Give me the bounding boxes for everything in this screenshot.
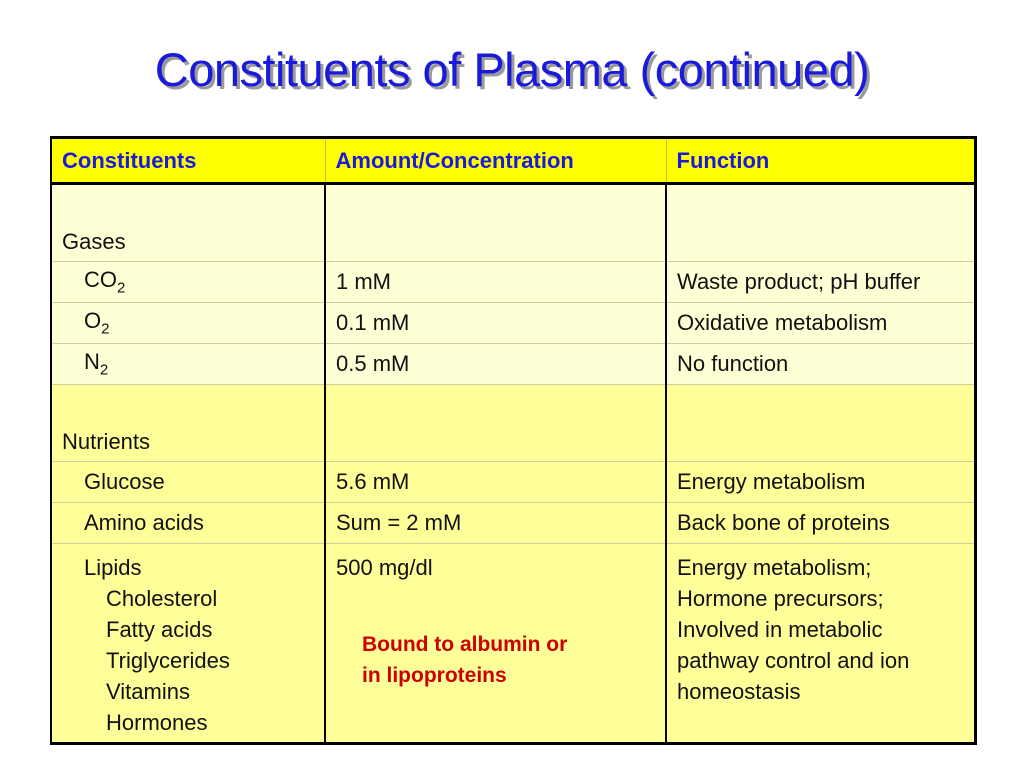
group-label-nutrients: Nutrients — [51, 385, 325, 462]
slide-title: Constituents of Plasma (continued) — [154, 43, 870, 96]
amount-cell: 1 mM — [325, 262, 666, 303]
list-item: Fatty acids — [106, 617, 213, 642]
function-line: Energy metabolism; — [677, 555, 872, 580]
lipids-amount: 500 mg/dl — [336, 555, 433, 580]
list-item: Vitamins — [106, 679, 190, 704]
amount-cell: Sum = 2 mM — [325, 503, 666, 544]
table-header-row — [51, 138, 975, 184]
table-row-lipids — [51, 544, 975, 744]
table-row — [51, 462, 975, 503]
albumin-note — [362, 629, 655, 691]
function-line: homeostasis — [677, 679, 801, 704]
function-cell: Back bone of proteins — [666, 503, 975, 544]
function-cell: Oxidative metabolism — [666, 303, 975, 344]
lipids-label: Lipids — [84, 555, 142, 580]
constituent-glucose: Glucose — [51, 462, 325, 503]
amount-cell: 5.6 mM — [325, 462, 666, 503]
constituent-co2: $CO_2$ — [51, 262, 325, 303]
plasma-constituents-table — [50, 136, 977, 745]
function-line: pathway control and ion — [677, 648, 910, 673]
constituent-amino-acids: Amino acids — [51, 503, 325, 544]
constituent-o2: $O_2$ — [51, 303, 325, 344]
albumin-note-line2: in lipoproteins — [362, 664, 507, 687]
header-function: Function — [666, 138, 975, 184]
table-row — [51, 303, 975, 344]
list-item: Cholesterol — [106, 586, 218, 611]
function-line: Involved in metabolic — [677, 617, 883, 642]
constituent-n2: $N_2$ — [51, 344, 325, 385]
lipids-sublist — [84, 583, 314, 738]
group-label-gases: Gases — [51, 184, 325, 262]
function-cell: Energy metabolism — [666, 462, 975, 503]
amount-cell-lipids — [325, 544, 666, 744]
function-cell-lipids — [666, 544, 975, 744]
list-item: Hormones — [106, 710, 208, 735]
table-row — [51, 344, 975, 385]
header-amount: Amount/Concentration — [325, 138, 666, 184]
function-line: Hormone precursors; — [677, 586, 884, 611]
function-cell: Waste product; pH buffer — [666, 262, 975, 303]
amount-cell: 0.1 mM — [325, 303, 666, 344]
header-constituents: Constituents — [51, 138, 325, 184]
function-cell: No function — [666, 344, 975, 385]
list-item: Triglycerides — [106, 648, 230, 673]
table-row — [51, 503, 975, 544]
constituent-lipids — [51, 544, 325, 744]
albumin-note-line1: Bound to albumin or — [362, 633, 568, 656]
table-row — [51, 262, 975, 303]
group-row-gases — [51, 184, 975, 262]
amount-cell: 0.5 mM — [325, 344, 666, 385]
group-row-nutrients — [51, 385, 975, 462]
